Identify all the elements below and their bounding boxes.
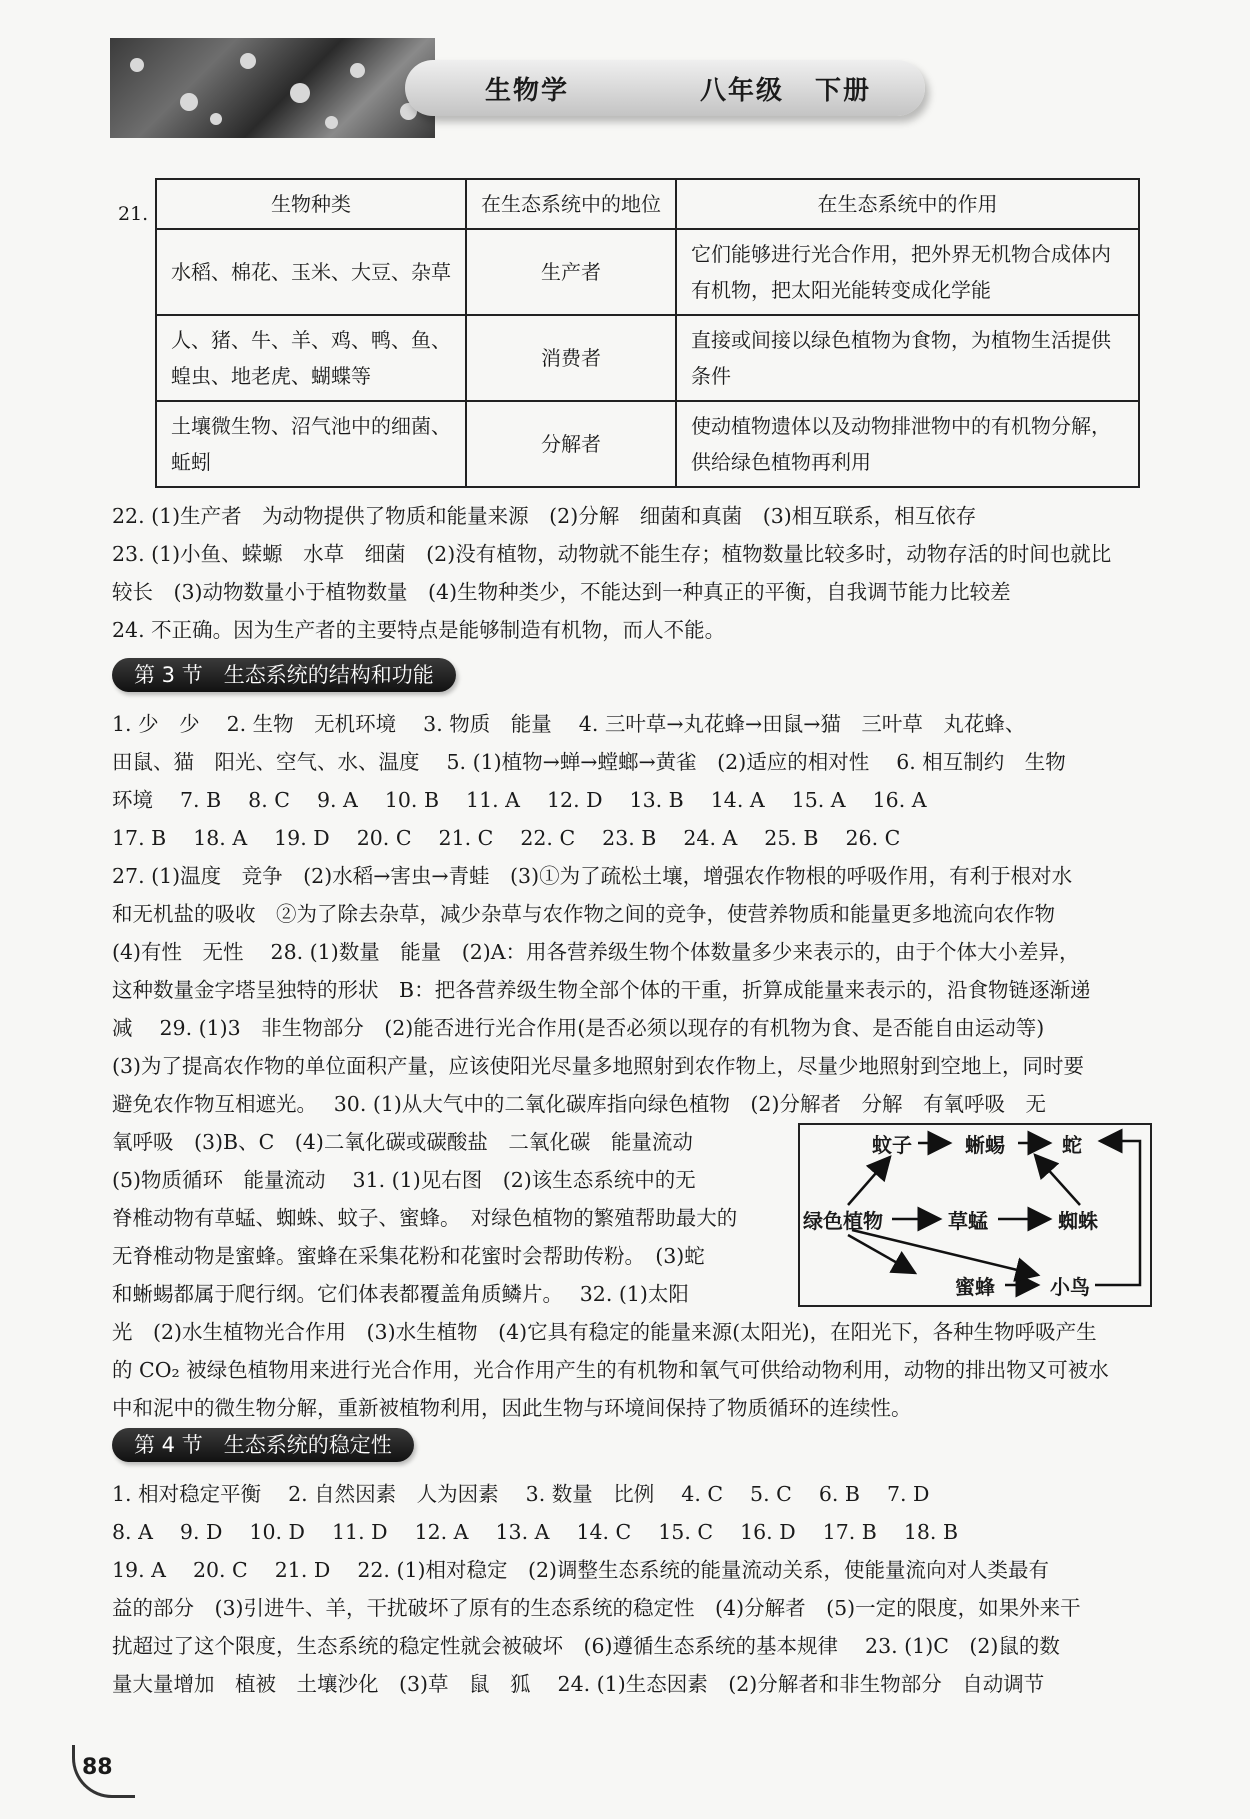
- node-bird: 小鸟: [1050, 1275, 1090, 1299]
- answer-line: 这种数量金字塔呈独特的形状 B：把各营养级生物全部个体的干重，折算成能量来表示的，沿食物链逐渐递: [112, 978, 1091, 1002]
- answer-line: 23. (1)小鱼、蝾螈 水草 细菌 (2)没有植物，动物就不能生存；植物数量比较多时，动物存活的时间也就比: [112, 542, 1112, 566]
- answer-line: 无脊椎动物是蜜蜂。蜜蜂在采集花粉和花蜜时会帮助传粉。 (3)蛇: [112, 1244, 705, 1268]
- function-cell: 使动植物遗体以及动物排泄物中的有机物分解，供给绿色植物再利用: [676, 401, 1139, 487]
- role-cell: 分解者: [466, 401, 676, 487]
- answer-line: 避免农作物互相遮光。 30. (1)从大气中的二氧化碳库指向绿色植物 (2)分解者 分解 有氧呼吸 无: [112, 1092, 1046, 1116]
- role-cell: 消费者: [466, 315, 676, 401]
- section-3-heading: 第 3 节 生态系统的结构和功能: [112, 658, 456, 692]
- answer-line: (5)物质循环 能量流动 31. (1)见右图 (2)该生态系统中的无: [112, 1168, 696, 1192]
- node-mosquito: 蚊子: [872, 1133, 912, 1157]
- answer-line: 扰超过了这个限度，生态系统的稳定性就会被破坏 (6)遵循生态系统的基本规律 23. (1)C (2)鼠的数: [112, 1634, 1060, 1658]
- answer-line: 24. 不正确。因为生产者的主要特点是能够制造有机物，而人不能。: [112, 618, 726, 642]
- node-snake: 蛇: [1062, 1133, 1082, 1157]
- table-header-row: [156, 179, 1139, 229]
- answer-line: 27. (1)温度 竞争 (2)水稻→害虫→青蛙 (3)①为了疏松土壤，增强农作物根的呼吸作用，有利于根对水: [112, 864, 1073, 888]
- q21-table: [155, 178, 1140, 488]
- col-role-header: 在生态系统中的地位: [466, 179, 676, 229]
- answer-line: 中和泥中的微生物分解，重新被植物利用，因此生物与环境间保持了物质循环的连续性。: [112, 1396, 912, 1420]
- species-cell: 水稻、棉花、玉米、大豆、杂草: [156, 229, 466, 315]
- node-spider: 蜘蛛: [1058, 1209, 1098, 1233]
- function-cell: 它们能够进行光合作用，把外界无机物合成体内有机物，把太阳光能转变成化学能: [676, 229, 1139, 315]
- header-subject: 生物学: [485, 76, 570, 106]
- table-row: [156, 401, 1139, 487]
- species-cell: 人、猪、牛、羊、鸡、鸭、鱼、蝗虫、地老虎、蝴蝶等: [156, 315, 466, 401]
- answer-line: 较长 (3)动物数量小于植物数量 (4)生物种类少，不能达到一种真正的平衡，自我调节能力比较差: [112, 580, 1011, 604]
- answer-line: 1. 少 少 2. 生物 无机环境 3. 物质 能量 4. 三叶草→丸花蜂→田鼠→猫 三叶草 丸花蜂、: [112, 712, 1026, 736]
- col-species-header: 生物种类: [156, 179, 466, 229]
- answer-line: 8. A 9. D 10. D 11. D 12. A 13. A 14. C 15. C 16. D 17. B 18. B: [112, 1520, 959, 1544]
- answer-line: 和无机盐的吸收 ②为了除去杂草，减少杂草与农作物之间的竞争，使营养物质和能量更多地流向农作物: [112, 902, 1055, 926]
- answer-line: 的 CO₂ 被绿色植物用来进行光合作用，光合作用产生的有机物和氧气可供给动物利用，动物的排出物又可被水: [112, 1358, 1109, 1382]
- node-grasshopper: 草蜢: [948, 1209, 988, 1233]
- answer-line: (4)有性 无性 28. (1)数量 能量 (2)A：用各营养级生物个体数量多少来表示的，由于个体大小差异，: [112, 940, 1080, 964]
- function-cell: 直接或间接以绿色植物为食物，为植物生活提供条件: [676, 315, 1139, 401]
- section-4-heading: 第 4 节 生态系统的稳定性: [112, 1428, 414, 1462]
- node-lizard: 蜥蜴: [965, 1133, 1005, 1157]
- answer-line: 光 (2)水生植物光合作用 (3)水生植物 (4)它具有稳定的能量来源(太阳光)，在阳光下，各种生物呼吸产生: [112, 1320, 1097, 1344]
- role-cell: 生产者: [466, 229, 676, 315]
- answer-line: 益的部分 (3)引进牛、羊，干扰破坏了原有的生态系统的稳定性 (4)分解者 (5)一定的限度，如果外来干: [112, 1596, 1081, 1620]
- table-row: [156, 315, 1139, 401]
- answer-line: 减 29. (1)3 非生物部分 (2)能否进行光合作用(是否必须以现存的有机物为食、是否能自由运动等): [112, 1016, 1045, 1040]
- answer-line: 22. (1)生产者 为动物提供了物质和能量来源 (2)分解 细菌和真菌 (3)相互联系，相互依存: [112, 504, 977, 528]
- header-grade: 八年级: [700, 76, 785, 106]
- answer-line: (3)为了提高农作物的单位面积产量，应该使阳光尽量多地照射到农作物上，尽量少地照射到空地上，同时要: [112, 1054, 1085, 1078]
- q21-number: 21.: [118, 203, 149, 225]
- food-web-diagram: [798, 1123, 1152, 1307]
- page-number: 88: [82, 1755, 113, 1780]
- node-green-plant: 绿色植物: [803, 1209, 883, 1233]
- header-volume: 下册: [815, 76, 872, 106]
- species-cell: 土壤微生物、沼气池中的细菌、蚯蚓: [156, 401, 466, 487]
- answer-line: 19. A 20. C 21. D 22. (1)相对稳定 (2)调整生态系统的能量流动关系，使能量流向对人类最有: [112, 1558, 1050, 1582]
- answer-line: 田鼠、猫 阳光、空气、水、温度 5. (1)植物→蝉→螳螂→黄雀 (2)适应的相对性 6. 相互制约 生物: [112, 750, 1066, 774]
- table-row: [156, 229, 1139, 315]
- answer-line: 脊椎动物有草蜢、蜘蛛、蚊子、蜜蜂。 对绿色植物的繁殖帮助最大的: [112, 1206, 738, 1230]
- answer-line: 1. 相对稳定平衡 2. 自然因素 人为因素 3. 数量 比例 4. C 5. C 6. B 7. D: [112, 1482, 930, 1506]
- answer-line: 环境 7. B 8. C 9. A 10. B 11. A 12. D 13. B 14. A 15. A 16. A: [112, 788, 927, 812]
- answer-line: 17. B 18. A 19. D 20. C 21. C 22. C 23. B 24. A 25. B 26. C: [112, 826, 901, 850]
- answer-line: 量大量增加 植被 土壤沙化 (3)草 鼠 狐 24. (1)生态因素 (2)分解者和非生物部分 自动调节: [112, 1672, 1045, 1696]
- node-bee: 蜜蜂: [955, 1275, 995, 1299]
- answer-line: 氧呼吸 (3)B、C (4)二氧化碳或碳酸盐 二氧化碳 能量流动: [112, 1130, 693, 1154]
- header-photo: [110, 38, 435, 138]
- col-function-header: 在生态系统中的作用: [676, 179, 1139, 229]
- answer-line: 和蜥蜴都属于爬行纲。它们体表都覆盖角质鳞片。 32. (1)太阳: [112, 1282, 689, 1306]
